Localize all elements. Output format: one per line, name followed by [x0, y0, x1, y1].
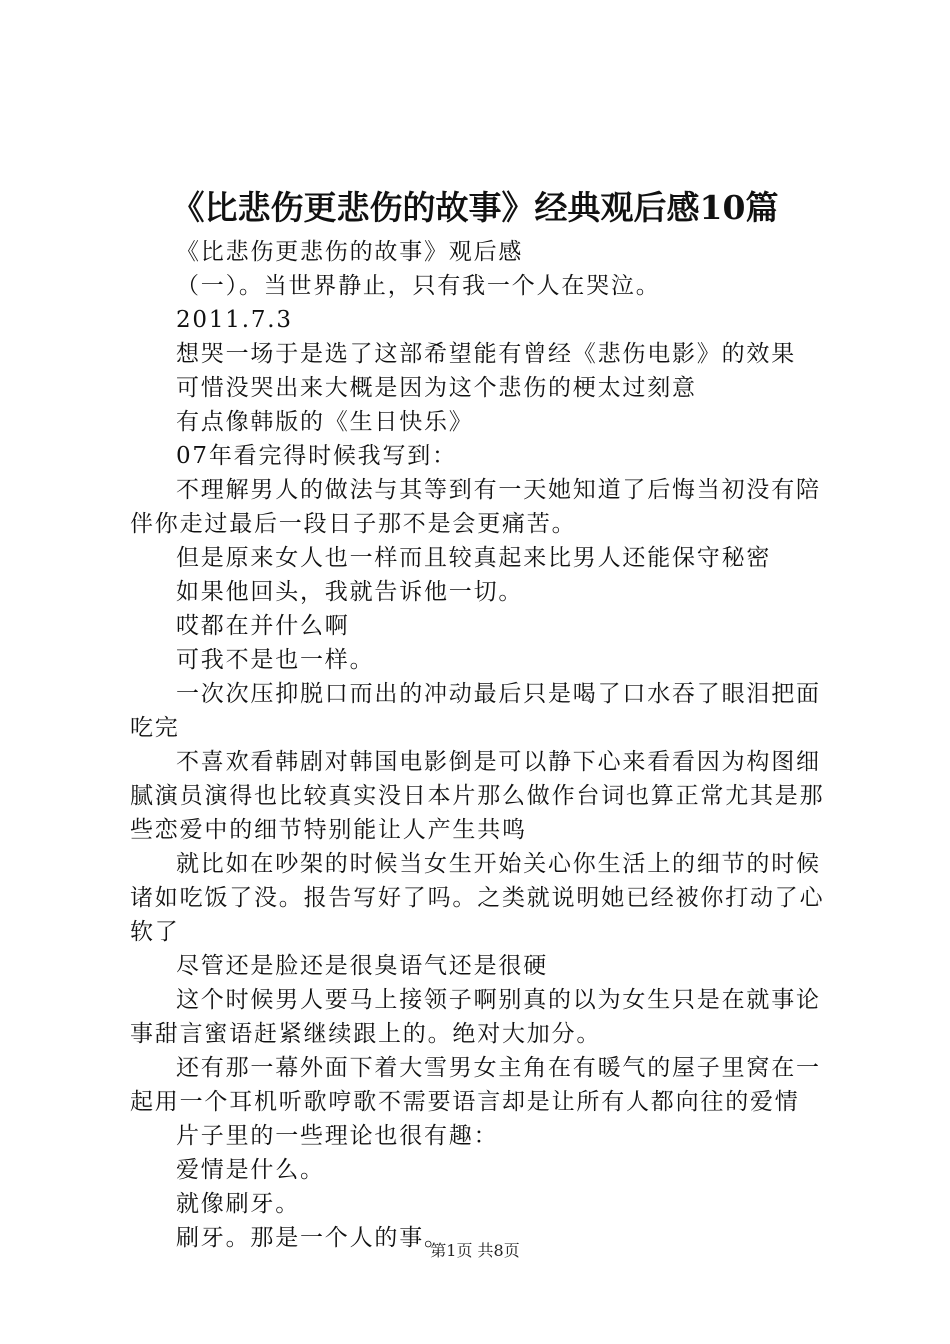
paragraph: 就像刷牙。	[176, 1191, 300, 1217]
paragraph: 《比悲伤更悲伤的故事》观后感	[176, 239, 524, 265]
paragraph: 刷牙。那是一个人的事。	[176, 1225, 449, 1251]
document-body	[130, 235, 830, 1255]
paragraph: 就比如在吵架的时候当女生开始关心你生活上的细节的时候诸如吃饭了没。报告写好了吗。之类就说明她已经被你打动了心软了	[130, 851, 825, 945]
paragraph: 不喜欢看韩剧对韩国电影倒是可以静下心来看看因为构图细腻演员演得也比较真实没日本片那么做作台词也算正常尤其是那些恋爱中的细节特别能让人产生共鸣	[130, 749, 825, 843]
paragraph: 可我不是也一样。	[176, 647, 375, 673]
paragraph: 这个时候男人要马上接领子啊别真的以为女生只是在就事论事甜言蜜语赶紧继续跟上的。绝对大加分。	[130, 987, 821, 1047]
paragraph: 片子里的一些理论也很有趣：	[176, 1123, 499, 1149]
paragraph: 2011.7.3	[176, 307, 293, 333]
page-number-footer: 第1页 共8页	[430, 1241, 520, 1260]
paragraph: 一次次压抑脱口而出的冲动最后只是喝了口水吞了眼泪把面吃完	[130, 681, 821, 741]
paragraph: 可惜没哭出来大概是因为这个悲伤的梗太过刻意	[176, 375, 697, 401]
paragraph: 爱情是什么。	[176, 1157, 325, 1183]
paragraph: 尽管还是脸还是很臭语气还是很硬	[176, 953, 548, 979]
document-title: 《比悲伤更悲伤的故事》经典观后感10篇	[171, 188, 779, 227]
paragraph: 如果他回头，我就告诉他一切。	[176, 579, 524, 605]
paragraph: 有点像韩版的《生日快乐》	[176, 409, 474, 435]
paragraph: 不理解男人的做法与其等到有一天她知道了后悔当初没有陪伴你走过最后一段日子那不是会更痛苦。	[130, 477, 821, 537]
paragraph: 哎都在并什么啊	[176, 613, 350, 639]
paragraph: 想哭一场于是选了这部希望能有曾经《悲伤电影》的效果	[176, 341, 796, 367]
paragraph: 07年看完得时候我写到：	[176, 443, 457, 469]
paragraph: （一）。当世界静止，只有我一个人在哭泣。	[176, 273, 661, 299]
paragraph: 还有那一幕外面下着大雪男女主角在有暖气的屋子里窝在一起用一个耳机听歌哼歌不需要语言却是让所有人都向往的爱情	[130, 1055, 821, 1115]
paragraph: 但是原来女人也一样而且较真起来比男人还能保守秘密	[176, 545, 772, 571]
